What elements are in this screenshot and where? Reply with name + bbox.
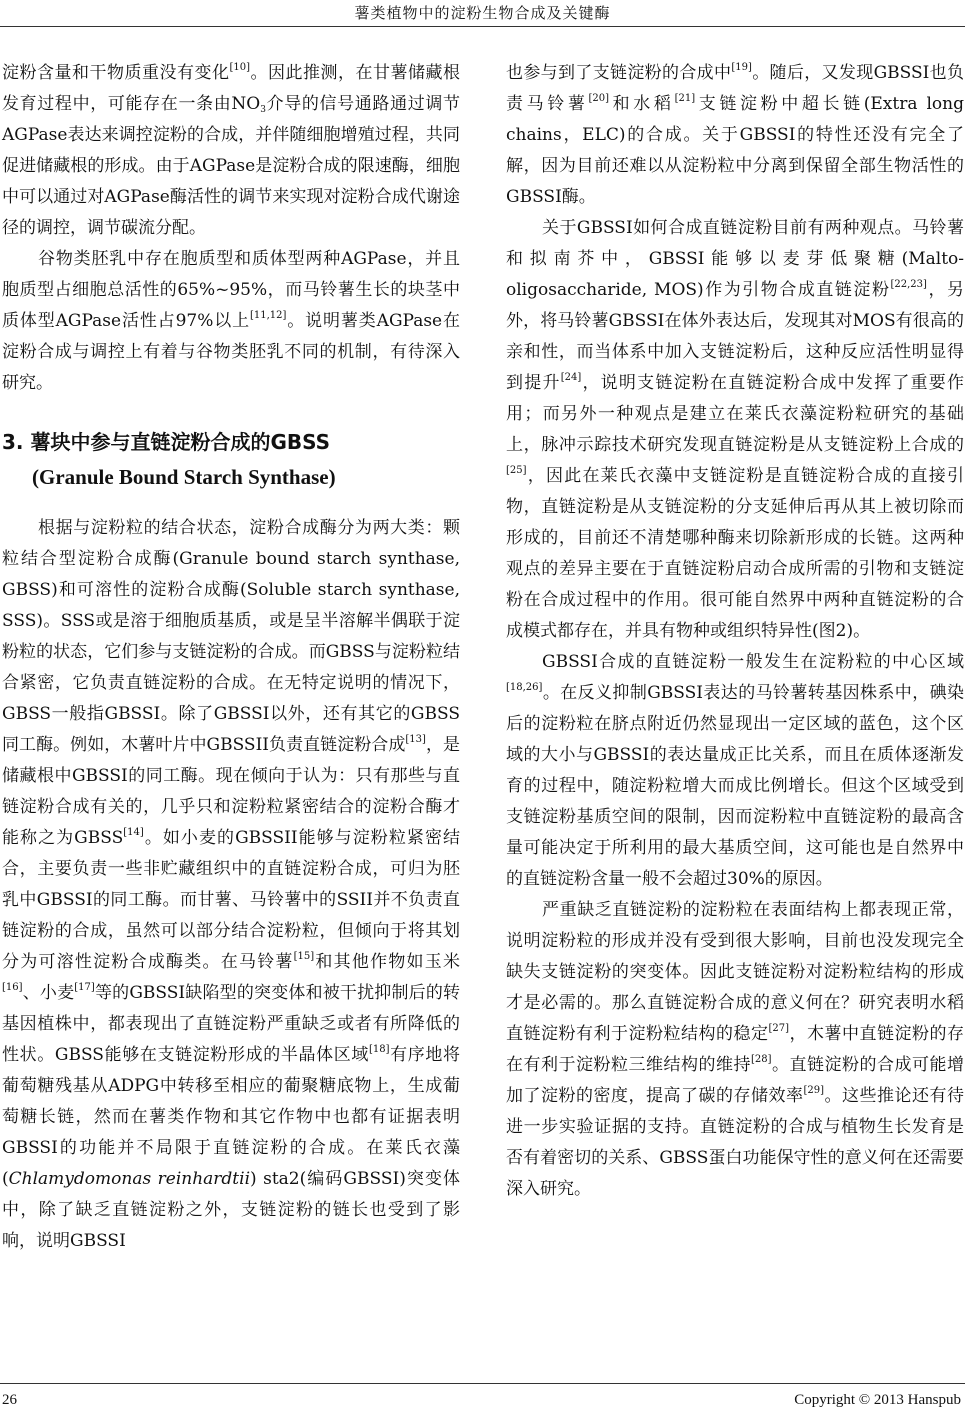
right-column	[506, 58, 964, 1205]
citation[interactable]: [29]	[803, 1085, 825, 1096]
citation[interactable]: [11,12]	[249, 310, 287, 321]
citation[interactable]: [25]	[506, 465, 527, 476]
citation[interactable]: [14]	[123, 827, 144, 838]
running-head: 薯类植物中的淀粉生物合成及关键酶	[354, 4, 611, 22]
paragraph: GBSSI合成的直链淀粉一般发生在淀粉粒的中心区域[18,26]。在反义抑制GBSSI表达的马铃薯转基因株系中，碘染后的淀粉粒在脐点附近仍然显现出一定区域的蓝色，这个区域的大小与GBSSI的表达量成正比关系，而且在质体逐渐发育的过程中，随淀粉粒增大而成比例增长。但这个区域受到支链淀粉基质空间的限制，因而淀粉粒中直链淀粉的最高含量可能决定于所利用的最大基质空间，这可能也是自然界中的直链淀粉含量一般不会超过30%的原因。	[506, 652, 964, 889]
paragraph: 淀粉含量和干物质重没有变化[10]。因此推测，在甘薯储藏根发育过程中，可能存在一条由NO3介导的信号通路通过调节AGPase表达来调控淀粉的合成，并伴随细胞增殖过程，共同促进储藏根的形成。由于AGPase是淀粉合成的限速酶，细胞中可以通过对AGPase酶活性的调节来实现对淀粉合成代谢途径的调控，调节碳流分配。	[2, 62, 461, 238]
citation[interactable]: [19]	[731, 62, 752, 73]
citation[interactable]: [27]	[768, 1023, 790, 1034]
header-rule	[0, 26, 965, 27]
paragraph: 严重缺乏直链淀粉的淀粉粒在表面结构上都表现正常，说明淀粉粒的形成并没有受到很大影响，目前也没发现完全缺失支链淀粉的突变体。因此支链淀粉对淀粉粒结构的形成才是必需的。那么直链淀粉合成的意义何在？研究表明水稻直链淀粉有利于淀粉粒结构的稳定[27]，木薯中直链淀粉的存在有利于淀粉粒三维结构的维持[28]。直链淀粉的合成可能增加了淀粉的密度，提高了碳的存储效率[29]。这些推论还有待进一步实验证据的支持。直链淀粉的合成与植物生长发育是否有着密切的关系、GBSS蛋白功能保守性的意义何在还需要深入研究。	[506, 900, 965, 1199]
citation[interactable]: [18]	[368, 1044, 390, 1055]
species-name: Chlamydomonas reinhardtii	[8, 1169, 251, 1189]
left-column	[2, 58, 460, 1257]
paragraph: 谷物类胚乳中存在胞质型和质体型两种AGPase，并且胞质型占细胞总活性的65%~95%，而马铃薯生长的块茎中质体型AGPase活性占97%以上[11,12]。说明薯类AGPase在淀粉合成与调控上有着与谷物类胚乳不同的机制，有待深入研究。	[2, 249, 460, 393]
citation[interactable]: [21]	[674, 93, 696, 104]
paragraph: 根据与淀粉粒的结合状态，淀粉合成酶分为两大类：颗粒结合型淀粉合成酶(Granule bound starch synthase, GBSS)和可溶性的淀粉合成酶(Soluble starch synthase, SSS)。SSS或是溶于细胞质基质，或是呈半溶解半偶联于淀粉粒的状态，它们参与支链淀粉的合成。而GBSS与淀粉粒结合紧密，它负责直链淀粉的合成。在无特定说明的情况下，GBSS一般指GBSSI。除了GBSSI以外，还有其它的GBSS同工酶。例如，木薯叶片中GBSSII负责直链淀粉合成[13]，是储藏根中GBSSI的同工酶。现在倾向于认为：只有那些与直链淀粉合成有关的，几乎只和淀粉粒紧密结合的淀粉合酶才能称之为GBSS[14]。如小麦的GBSSII能够与淀粉粒紧密结合，主要负责一些非贮藏组织中的直链淀粉合成，可归为胚乳中GBSSI的同工酶。而甘薯、马铃薯中的SSII并不负责直链淀粉的合成，虽然可以部分结合淀粉粒，但倾向于将其划分为可溶性淀粉合成酶类。在马铃薯[15]和其他作物如玉米[16]、小麦[17]等的GBSSI缺陷型的突变体和被干扰抑制后的转基因植株中，都表现出了直链淀粉严重缺乏或者有所降低的性状。GBSS能够在支链淀粉形成的半晶体区域[18]有序地将葡萄糖残基从ADPG中转移至相应的葡聚糖底物上，生成葡萄糖长链，然而在薯类作物和其它作物中也都有证据表明GBSSI的功能并不局限于直链淀粉的合成。在莱氏衣藻(Chlamydomonas reinhardtii) sta2(编码GBSSI)突变体中，除了缺乏直链淀粉之外，支链淀粉的链长也受到了影响，说明GBSSI	[2, 518, 461, 1251]
paragraph: 关于GBSSI如何合成直链淀粉目前有两种观点。马铃薯和拟南芥中，GBSSI能够以麦芽低聚糖(Malto-oligosaccharide, MOS)作为引物合成直链淀粉[22,23]，另外，将马铃薯GBSSI在体外表达后，发现其对MOS有很高的亲和性，而当体系中加入支链淀粉后，这种反应活性明显得到提升[24]，说明支链淀粉在直链淀粉合成中发挥了重要作用；而另外一种观点是建立在莱氏衣藻淀粉粒研究的基础上，脉冲示踪技术研究发现直链淀粉是从支链淀粉上合成的[25]，因此在莱氏衣藻中支链淀粉是直链淀粉合成的直接引物，直链淀粉是从支链淀粉的分支延伸后再从其上被切除而形成的，目前还不清楚哪种酶来切除新形成的长链。这两种观点的差异主要在于直链淀粉启动合成所需的引物和支链淀粉在合成过程中的作用。很可能自然界中两种直链淀粉的合成模式都存在，并具有物种或组织特异性(图2)。	[506, 218, 965, 641]
section-heading	[2, 425, 460, 495]
citation[interactable]: [18,26]	[506, 682, 543, 693]
citation[interactable]: [10]	[229, 62, 251, 73]
citation[interactable]: [24]	[560, 372, 582, 383]
section-number: 3.	[2, 430, 24, 454]
citation[interactable]: [16]	[2, 982, 23, 993]
citation[interactable]: [15]	[293, 951, 315, 962]
citation[interactable]: [17]	[74, 982, 95, 993]
section-title-cn: 薯块中参与直链淀粉合成的GBSS	[30, 430, 331, 454]
citation[interactable]: [13]	[405, 734, 426, 745]
citation[interactable]: [20]	[588, 93, 610, 104]
page-number: 26	[2, 1392, 17, 1408]
paragraph: 也参与到了支链淀粉的合成中[19]。随后，又发现GBSSI也负责马铃薯[20]和水稻[21]支链淀粉中超长链(Extra long chains，ELC)的合成。关于GBSSI的特性还没有完全了解，因为目前还难以从淀粉粒中分离到保留全部生物活性的GBSSI酶。	[506, 62, 965, 207]
footer-rule	[0, 1383, 965, 1384]
citation[interactable]: [28]	[750, 1054, 772, 1065]
copyright-notice: Copyright © 2013 Hanspub	[794, 1392, 961, 1408]
citation[interactable]: [22,23]	[890, 279, 927, 290]
section-title-en: (Granule Bound Starch Synthase)	[32, 465, 336, 489]
